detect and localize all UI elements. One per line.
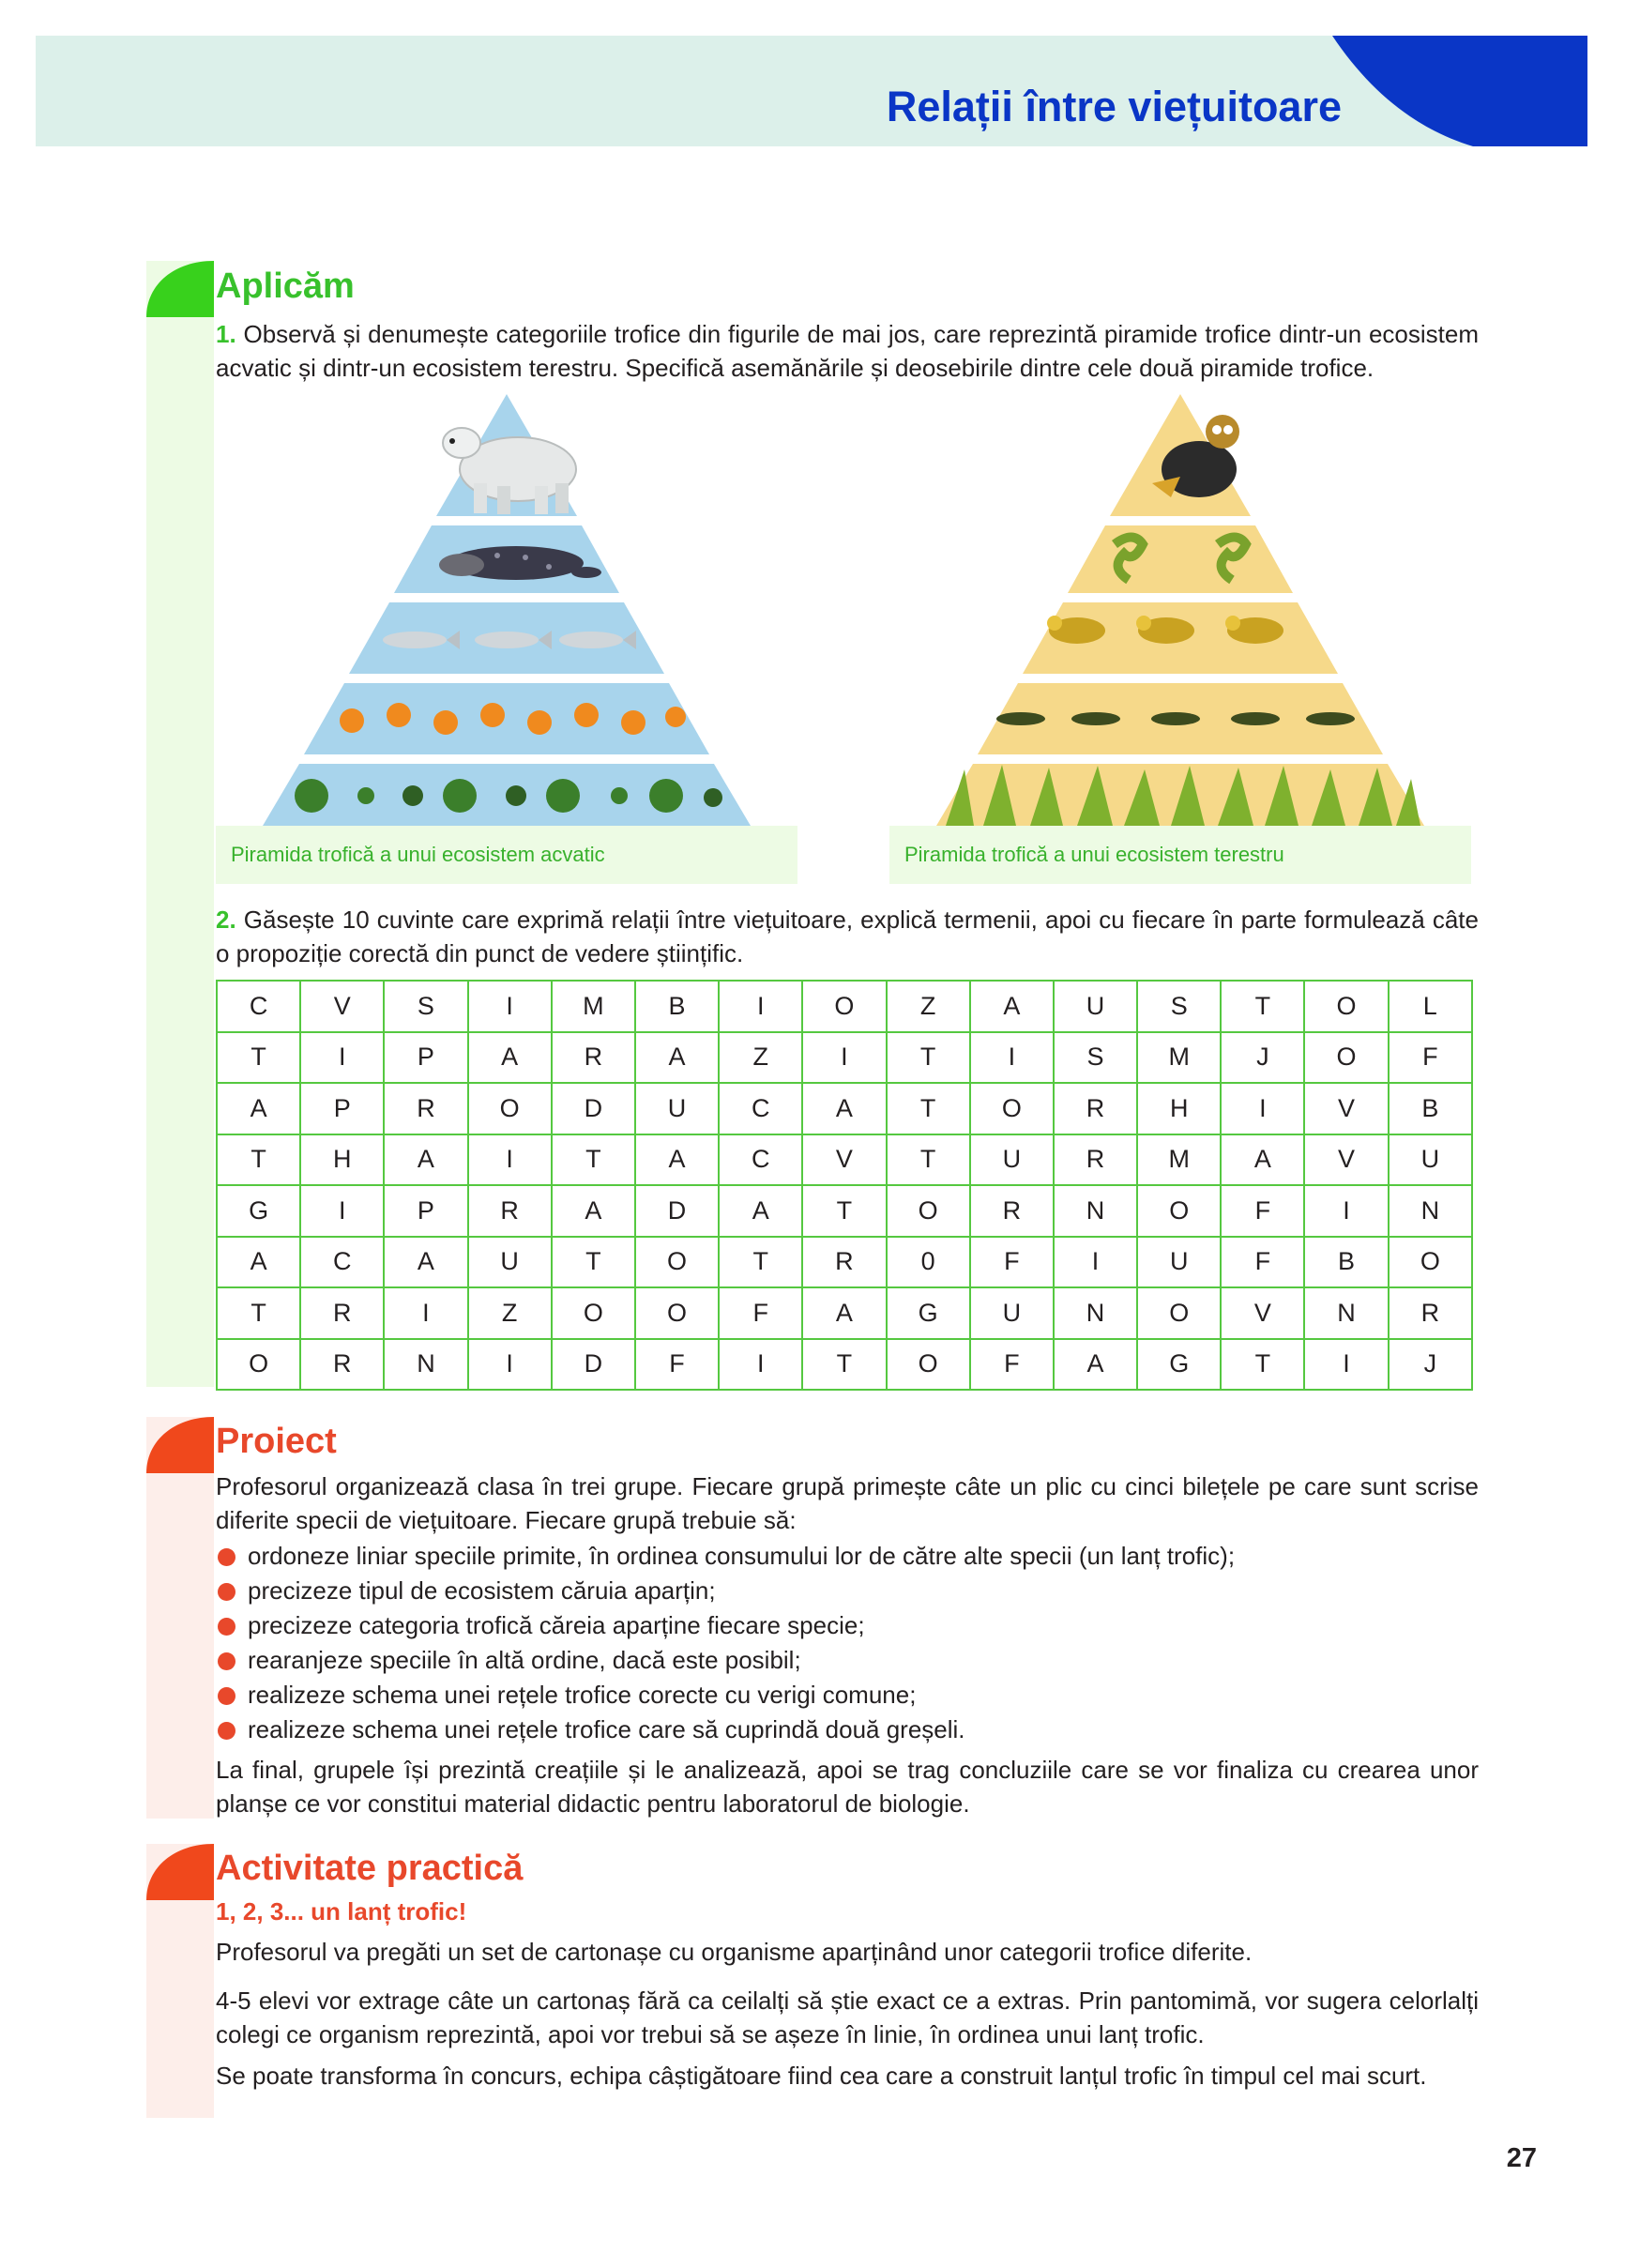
grid-cell: Z — [887, 981, 970, 1032]
grid-cell: U — [1137, 1237, 1221, 1288]
grid-cell: G — [217, 1185, 300, 1237]
bullet-text: realizeze schema unei rețele trofice corecte cu verigi comune; — [248, 1681, 917, 1709]
activitate-tab-shape — [146, 1844, 214, 1900]
grid-cell: U — [970, 1287, 1054, 1339]
grid-cell: N — [1054, 1185, 1137, 1237]
grid-cell: P — [300, 1083, 384, 1134]
grid-cell: I — [1304, 1339, 1388, 1391]
grid-cell: I — [468, 1339, 552, 1391]
grid-cell: V — [1304, 1134, 1388, 1186]
activitate-title: Activitate practică — [216, 1849, 524, 1888]
grid-cell: I — [384, 1287, 467, 1339]
grid-cell: R — [802, 1237, 886, 1288]
list-item — [216, 1678, 1479, 1712]
grid-cell: R — [552, 1032, 635, 1084]
grid-cell: T — [1221, 1339, 1304, 1391]
grid-cell: R — [1054, 1083, 1137, 1134]
grid-cell: R — [1054, 1134, 1137, 1186]
grid-cell: I — [468, 1134, 552, 1186]
grid-cell: B — [1304, 1237, 1388, 1288]
grid-cell: F — [1221, 1237, 1304, 1288]
grid-cell: A — [217, 1237, 300, 1288]
grid-cell: T — [802, 1339, 886, 1391]
grid-cell: M — [1137, 1032, 1221, 1084]
grid-cell: I — [468, 981, 552, 1032]
grid-cell: O — [1137, 1287, 1221, 1339]
grid-cell: V — [1221, 1287, 1304, 1339]
chapter-title: Relații între viețuitoare — [886, 83, 1342, 130]
terrestrial-pyramid-illustration — [889, 394, 1471, 826]
proiect-outro: La final, grupele își prezintă creațiile și le analizează, apoi se trag concluziile care se vor finaliza cu crearea unor planșe ce vor constitui material didactic pentru laboratorul de biologie. — [216, 1756, 1479, 1818]
grid-cell: T — [552, 1134, 635, 1186]
bullet-text: ordoneze liniar speciile primite, în ordinea consumului lor de către alte specii (un lanț trofic); — [248, 1542, 1236, 1570]
bullet-text: precizeze tipul de ecosistem căruia aparțin; — [248, 1576, 716, 1605]
grid-cell: T — [217, 1032, 300, 1084]
grid-cell: S — [1137, 981, 1221, 1032]
grid-cell: A — [468, 1032, 552, 1084]
grid-cell: N — [1389, 1185, 1472, 1237]
grid-cell: O — [1137, 1185, 1221, 1237]
grid-cell: N — [1054, 1287, 1137, 1339]
grid-cell: Z — [468, 1287, 552, 1339]
grid-row — [217, 1237, 1472, 1288]
grid-cell: F — [970, 1339, 1054, 1391]
grid-row — [217, 1083, 1472, 1134]
bullet-text: rearanjeze speciile în altă ordine, dacă este posibil; — [248, 1646, 801, 1674]
grid-cell: U — [1389, 1134, 1472, 1186]
grid-cell: D — [552, 1083, 635, 1134]
grid-cell: T — [887, 1134, 970, 1186]
grid-cell: I — [300, 1185, 384, 1237]
bullet-text: realizeze schema unei rețele trofice care să cuprindă două greșeli. — [248, 1715, 965, 1743]
aquatic-pyramid-illustration — [216, 394, 797, 826]
grid-cell: I — [970, 1032, 1054, 1084]
grid-cell: A — [635, 1032, 719, 1084]
grid-cell: H — [1137, 1083, 1221, 1134]
grid-cell: A — [217, 1083, 300, 1134]
grid-cell: D — [635, 1185, 719, 1237]
list-item — [216, 1539, 1479, 1574]
grid-cell: A — [970, 981, 1054, 1032]
grid-cell: I — [300, 1032, 384, 1084]
bullet-dot-icon — [218, 1652, 235, 1670]
proiect-bullet-list — [216, 1539, 1479, 1747]
aplicam-sidebar — [146, 261, 214, 1387]
grid-cell: A — [552, 1185, 635, 1237]
list-item — [216, 1608, 1479, 1643]
grid-cell: O — [1389, 1237, 1472, 1288]
aquatic-pyramid-figure — [216, 394, 797, 887]
grid-row — [217, 1339, 1472, 1391]
header-corner-shape — [1332, 36, 1587, 146]
grid-cell: T — [552, 1237, 635, 1288]
grid-cell: F — [719, 1287, 802, 1339]
bullet-text: precizeze categoria trofică căreia aparține fiecare specie; — [248, 1611, 865, 1639]
grid-cell: L — [1389, 981, 1472, 1032]
grid-row — [217, 981, 1472, 1032]
grid-cell: F — [635, 1339, 719, 1391]
aplicam-tab-shape — [146, 261, 214, 317]
grid-cell: M — [552, 981, 635, 1032]
grid-cell: V — [300, 981, 384, 1032]
list-item — [216, 1574, 1479, 1608]
grid-row — [217, 1185, 1472, 1237]
grid-cell: N — [384, 1339, 467, 1391]
terrestrial-pyramid-caption: Piramida trofică a unui ecosistem terestru — [889, 826, 1471, 884]
grid-cell: T — [887, 1083, 970, 1134]
grid-cell: S — [1054, 1032, 1137, 1084]
grid-cell: T — [802, 1185, 886, 1237]
grid-cell: B — [635, 981, 719, 1032]
activitate-paragraph-2: 4-5 elevi vor extrage câte un cartonaș fără ca ceilalți să știe exact ce a extras. Prin pantomimă, vor sugera celorlalți colegi ce organism reprezintă, apoi vor trebui să se așeze în linie, în ordinea unui lanț trofic. — [216, 1986, 1479, 2048]
grid-cell: T — [217, 1134, 300, 1186]
grid-cell: T — [887, 1032, 970, 1084]
grid-cell: F — [970, 1237, 1054, 1288]
grid-cell: D — [552, 1339, 635, 1391]
grid-cell: O — [1304, 1032, 1388, 1084]
grid-cell: V — [1304, 1083, 1388, 1134]
grid-cell: A — [635, 1134, 719, 1186]
grid-cell: I — [1304, 1185, 1388, 1237]
grid-cell: Z — [719, 1032, 802, 1084]
task1-text — [216, 317, 1479, 385]
grid-cell: I — [1221, 1083, 1304, 1134]
grid-cell: V — [802, 1134, 886, 1186]
grid-cell: O — [802, 981, 886, 1032]
grid-cell: T — [217, 1287, 300, 1339]
grid-cell: U — [635, 1083, 719, 1134]
grid-cell: U — [1054, 981, 1137, 1032]
grid-row — [217, 1134, 1472, 1186]
grid-cell: A — [802, 1287, 886, 1339]
grid-cell: P — [384, 1032, 467, 1084]
grid-cell: C — [217, 981, 300, 1032]
bird-icon — [1047, 616, 1283, 644]
grid-cell: C — [300, 1237, 384, 1288]
grid-cell: R — [1389, 1287, 1472, 1339]
grid-cell: O — [1304, 981, 1388, 1032]
grid-cell: A — [719, 1185, 802, 1237]
grid-cell: U — [468, 1237, 552, 1288]
grid-row — [217, 1287, 1472, 1339]
grid-cell: J — [1221, 1032, 1304, 1084]
grid-cell: I — [719, 981, 802, 1032]
task2-text — [216, 903, 1479, 970]
aplicam-title: Aplicăm — [216, 266, 355, 306]
grid-cell: J — [1389, 1339, 1472, 1391]
grid-cell: R — [300, 1339, 384, 1391]
grid-cell: A — [384, 1134, 467, 1186]
grid-cell: R — [468, 1185, 552, 1237]
proiect-title: Proiect — [216, 1422, 337, 1461]
fish-icon — [383, 631, 636, 649]
grid-cell: O — [970, 1083, 1054, 1134]
grid-cell: R — [384, 1083, 467, 1134]
grid-cell: O — [468, 1083, 552, 1134]
grid-cell: I — [1054, 1237, 1137, 1288]
proiect-sidebar — [146, 1417, 214, 1819]
grid-cell: R — [300, 1287, 384, 1339]
grid-cell: A — [1054, 1339, 1137, 1391]
activitate-paragraph-1: Profesorul va pregăti un set de cartonașe cu organisme aparținând unor categorii trofice diferite. — [216, 1938, 1253, 1966]
bullet-dot-icon — [218, 1548, 235, 1566]
grid-cell: R — [970, 1185, 1054, 1237]
grid-cell: M — [1137, 1134, 1221, 1186]
grid-cell: O — [635, 1237, 719, 1288]
grid-cell: N — [1304, 1287, 1388, 1339]
grid-cell: T — [1221, 981, 1304, 1032]
grid-cell: O — [552, 1287, 635, 1339]
grid-cell: O — [887, 1185, 970, 1237]
aquatic-pyramid-caption: Piramida trofică a unui ecosistem acvatic — [216, 826, 797, 884]
grid-row — [217, 1032, 1472, 1084]
grid-cell: G — [1137, 1339, 1221, 1391]
grid-cell: U — [970, 1134, 1054, 1186]
grid-cell: I — [802, 1032, 886, 1084]
grid-cell: O — [887, 1339, 970, 1391]
grid-cell: H — [300, 1134, 384, 1186]
grid-cell: O — [217, 1339, 300, 1391]
grid-cell: T — [719, 1237, 802, 1288]
activitate-subtitle: 1, 2, 3... un lanț trofic! — [216, 1897, 467, 1926]
proiect-tab-shape — [146, 1417, 214, 1473]
page-number: 27 — [1506, 2143, 1537, 2173]
grid-cell: A — [384, 1237, 467, 1288]
grid-cell: A — [1221, 1134, 1304, 1186]
grid-cell: O — [635, 1287, 719, 1339]
bullet-dot-icon — [218, 1722, 235, 1740]
task2-body: Găsește 10 cuvinte care exprimă relații între viețuitoare, explică termenii, apoi cu fiecare în parte formulează câte o propoziție corectă din punct de vedere științific. — [216, 906, 1479, 967]
bullet-dot-icon — [218, 1687, 235, 1705]
grid-cell: P — [384, 1185, 467, 1237]
task1-body: Observă și denumește categoriile trofice din figurile de mai jos, care reprezintă piramide trofice dintr-un ecosistem acvatic și dintr-un ecosistem terestru. Specifică asemănările și deosebirile dintre cele două piramide trofice. — [216, 320, 1479, 382]
list-item — [216, 1643, 1479, 1678]
bullet-dot-icon — [218, 1583, 235, 1601]
grid-cell: C — [719, 1083, 802, 1134]
grid-cell: A — [802, 1083, 886, 1134]
grid-cell: S — [384, 981, 467, 1032]
grid-cell: F — [1389, 1032, 1472, 1084]
grid-cell: I — [719, 1339, 802, 1391]
grid-cell: G — [887, 1287, 970, 1339]
grid-cell: B — [1389, 1083, 1472, 1134]
activitate-paragraph-3: Se poate transforma în concurs, echipa câștigătoare fiind cea care a construit lanțul trofic în timpul cel mai scurt. — [216, 2062, 1427, 2090]
proiect-intro: Profesorul organizează clasa în trei grupe. Fiecare grupă primește câte un plic cu cinci bilețele pe care sunt scrise diferite specii de viețuitoare. Fiecare grupă trebuie să: — [216, 1472, 1479, 1534]
list-item — [216, 1712, 1479, 1747]
grid-cell: 0 — [887, 1237, 970, 1288]
terrestrial-pyramid-figure — [889, 394, 1471, 887]
task1-number: 1. — [216, 320, 236, 348]
word-search-grid — [216, 980, 1473, 1391]
grid-cell: F — [1221, 1185, 1304, 1237]
grid-cell: C — [719, 1134, 802, 1186]
task2-number: 2. — [216, 906, 236, 934]
bullet-dot-icon — [218, 1618, 235, 1636]
